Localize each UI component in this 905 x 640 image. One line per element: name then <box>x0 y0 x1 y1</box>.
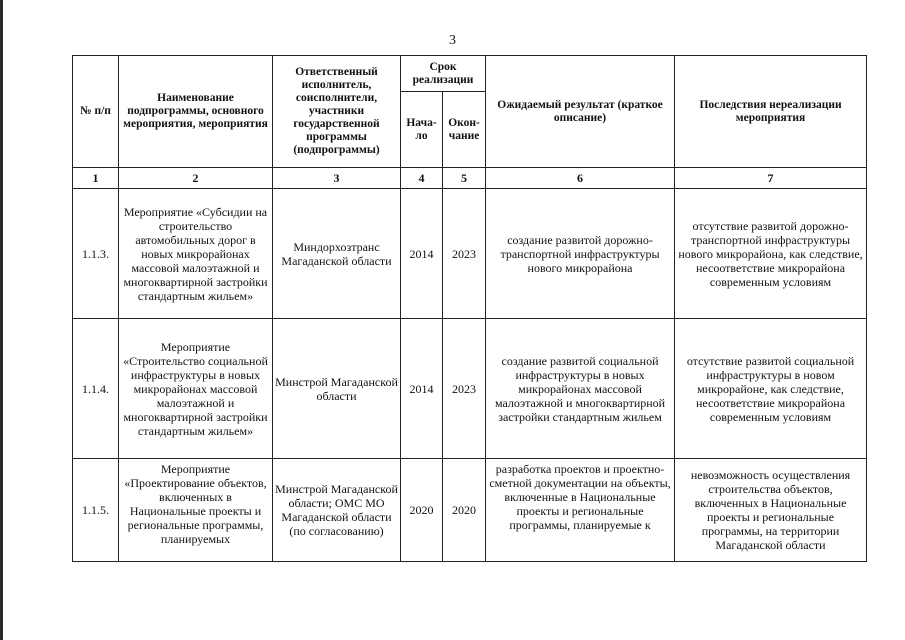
row-num: 1.1.4. <box>73 319 119 459</box>
row-start: 2014 <box>401 189 443 319</box>
header-num: № п/п <box>73 56 119 168</box>
row-executor: Миндорхозтранс Магаданской области <box>273 189 401 319</box>
header-executor: Ответственный исполнитель, соисполнители, участники государственной программы (подпрограммы) <box>273 56 401 168</box>
row-consequences: невозможность осуществления строительства объектов, включенных в Национальные проекты и региональные программы, на территории Магаданской области <box>675 459 867 562</box>
header-name: Наименование подпрограммы, основного мероприятия, мероприятия <box>119 56 273 168</box>
row-result: разработка проектов и проектно-сметной документации на объекты, включенные в Национальные проекты и региональные программы, планируемые к <box>489 462 671 532</box>
row-result-cell <box>486 459 675 562</box>
row-result: создание развитой дорожно-транспортной инфраструктуры нового микрорайона <box>486 189 675 319</box>
page-left-edge <box>0 0 3 640</box>
row-name-cell <box>119 459 273 562</box>
column-number: 4 <box>401 168 443 189</box>
row-name: Мероприятие «Строительство социальной инфраструктуры в новых микрорайонах массовой малоэтажной и многоквартирной застройки стандартным жильем» <box>119 319 273 459</box>
row-start: 2020 <box>401 459 443 562</box>
column-number: 5 <box>443 168 486 189</box>
row-consequences: отсутствие развитой дорожно-транспортной инфраструктуры нового микрорайона, как следствие, несоответствие микрорайона современным условиям <box>675 189 867 319</box>
row-end: 2020 <box>443 459 486 562</box>
row-consequences: отсутствие развитой социальной инфраструктуры в новом микрорайоне, как следствие, несоответствие микрорайона современным условиям <box>675 319 867 459</box>
header-end: Окон-чание <box>443 92 486 168</box>
row-end: 2023 <box>443 189 486 319</box>
row-result: создание развитой социальной инфраструктуры в новых микрорайонах массовой малоэтажной и многоквартирной застройки стандартным жильем <box>486 319 675 459</box>
header-consequences: Последствия нереализации мероприятия <box>675 56 867 168</box>
header-start: Нача-ло <box>401 92 443 168</box>
row-name: Мероприятие «Проектирование объектов, включенных в Национальные проекты и региональные программы, планируемых <box>124 462 267 546</box>
row-executor: Минстрой Магаданской области <box>273 319 401 459</box>
table-row <box>73 319 867 459</box>
row-end: 2023 <box>443 319 486 459</box>
column-number: 6 <box>486 168 675 189</box>
header-term: Срок реализации <box>401 56 486 92</box>
row-executor: Минстрой Магаданской области; ОМС МО Магаданской области (по согласованию) <box>273 459 401 562</box>
column-number: 3 <box>273 168 401 189</box>
column-number: 2 <box>119 168 273 189</box>
measures-table <box>72 55 867 562</box>
column-numbers-row <box>73 168 867 189</box>
page-number: 3 <box>449 33 456 48</box>
row-name: Мероприятие «Субсидии на строительство автомобильных дорог в новых микрорайонах массовой малоэтажной и многоквартирной застройки стандартным жильем» <box>119 189 273 319</box>
column-number: 7 <box>675 168 867 189</box>
row-num: 1.1.5. <box>73 459 119 562</box>
table-row <box>73 189 867 319</box>
header-result: Ожидаемый результат (краткое описание) <box>486 56 675 168</box>
row-num: 1.1.3. <box>73 189 119 319</box>
header-row <box>73 56 867 92</box>
column-number: 1 <box>73 168 119 189</box>
row-start: 2014 <box>401 319 443 459</box>
table-row <box>73 459 867 562</box>
